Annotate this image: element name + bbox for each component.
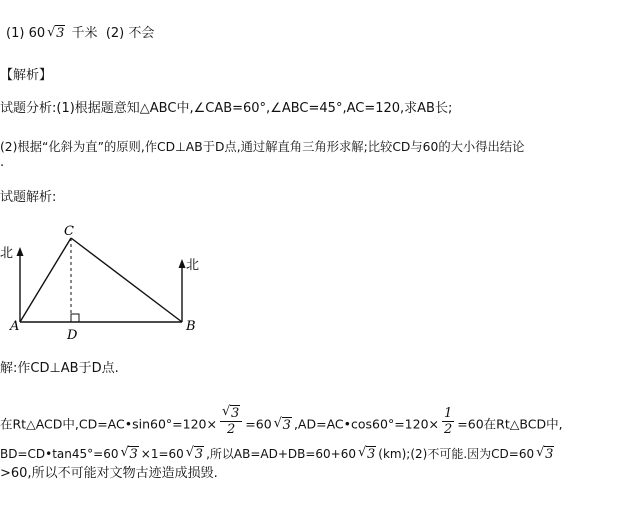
- solution-equation-2: BD=CD•tan45°=60 √ 3 ×1=60 √ 3 ,所以AB=AD+DB=60+60 √ 3 (km);(2)不可能.因为CD=60 √ 3: [0, 445, 554, 462]
- label-A: A: [10, 319, 20, 334]
- right-angle-marker: [71, 314, 79, 322]
- fraction-1-over-2: $\frac{1}{2}$: [444, 405, 453, 437]
- answer-line: [6, 26, 154, 42]
- analysis-heading: 【解析】: [0, 68, 53, 83]
- analysis-line-1: 试题分析:(1)根据题意知△ABC中,∠CAB=60°,∠ABC=45°,AC=120,求AB长;: [0, 101, 453, 116]
- north-label-left: 北: [0, 246, 14, 261]
- answer-part2-text: 不会: [128, 26, 155, 41]
- solution-step-1: 解:作CD⊥AB于D点.: [0, 361, 119, 376]
- solution-equation-1: 在Rt△ACD中,CD=AC•sin60°=120× √ 3 2 =60 √ 3 ,AD=AC•cos60°=120× $\frac{1}{2}$ =60在Rt△BCD中,: [0, 404, 563, 437]
- label-B: B: [186, 319, 196, 334]
- analysis-line-2: (2)根据“化斜为直”的原则,作CD⊥AB于D点,通过解直角三角形求解;比较CD与60的大小得出结论: [0, 140, 525, 154]
- fraction-sqrt3-over-2: √ 3 2: [220, 405, 242, 437]
- side-BC: [71, 238, 182, 322]
- answer-part1-label: (1): [6, 26, 25, 41]
- answer-part1-number: 60: [28, 26, 46, 41]
- north-arrowhead-left: [17, 247, 24, 256]
- solution-heading: 试题解析:: [0, 190, 57, 205]
- answer-part2-label: (2): [105, 26, 125, 41]
- north-arrowhead-right: [179, 259, 186, 268]
- label-C: C: [64, 224, 74, 239]
- north-label-right: 北: [186, 258, 200, 273]
- solution-conclusion: >60,所以不可能对文物古迹造成损毁.: [0, 466, 218, 481]
- side-AC: [20, 238, 71, 322]
- answer-part1-unit: 千米: [71, 26, 98, 41]
- triangle-diagram: [0, 220, 220, 345]
- answer-sqrt: √ 3: [47, 25, 65, 41]
- analysis-line-2-end: .: [0, 155, 5, 170]
- label-D: D: [67, 328, 78, 343]
